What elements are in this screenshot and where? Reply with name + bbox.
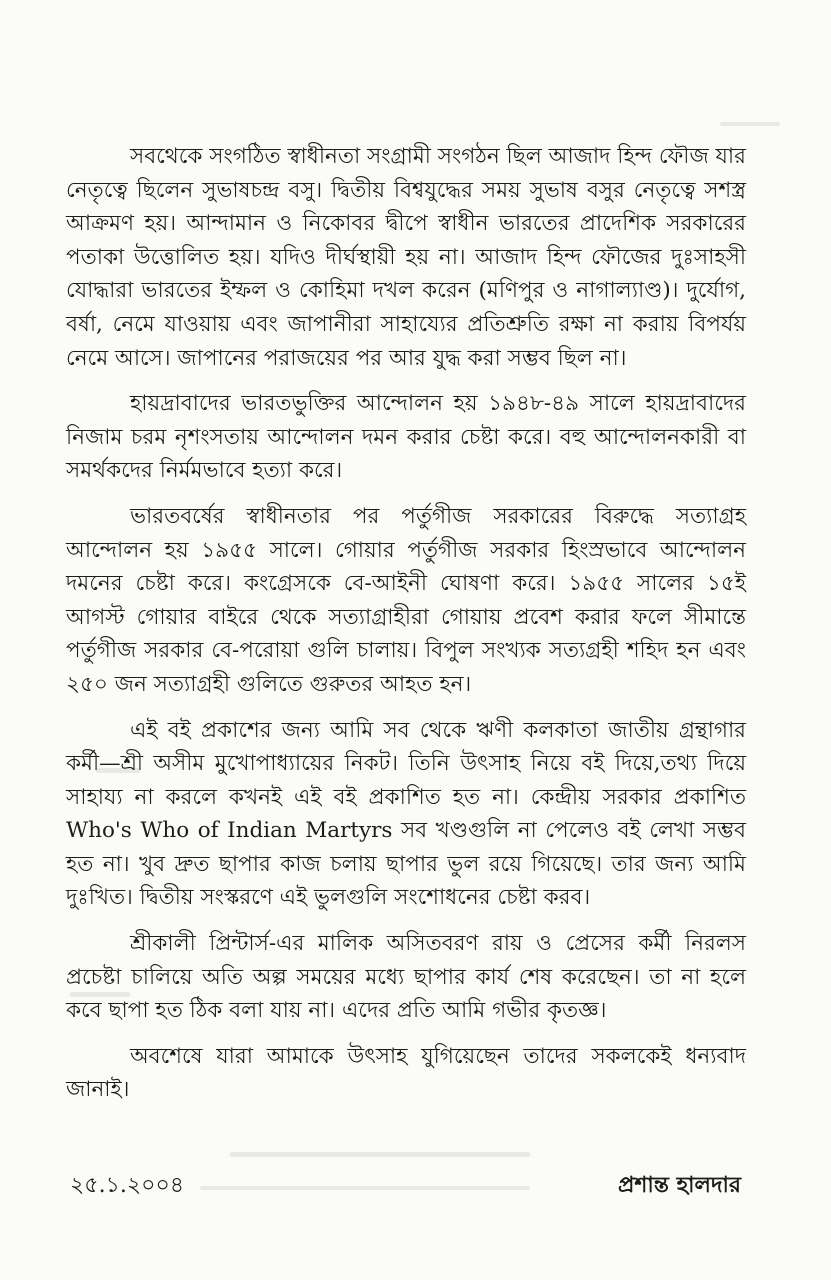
- author-name: প্রশান্ত হালদার: [617, 1172, 741, 1198]
- paragraph-final-thanks: অবশেষে যারা আমাকে উৎসাহ যুগিয়েছেন তাদের সকলকেই ধন্যবাদ জানাই।: [66, 1043, 746, 1103]
- date-text: ২৫.১.২০০৪: [70, 1173, 185, 1198]
- paragraph-azad-hind-fauj: সবথেকে সংগঠিত স্বাধীনতা সংগ্রামী সংগঠন ছিল আজাদ হিন্দ ফৌজ যার নেতৃত্বে ছিলেন সুভাষচন্দ্র বসু। দ্বিতীয় বিশ্বযুদ্ধের সময় সুভাষ বসুর নেতৃত্বে সশস্ত্র আক্রমণ হয়। আন্দামান ও নিকোবর দ্বীপে স্বাধীন ভারতের প্রাদেশিক সরকারের পতাকা উত্তোলিত হয়। যদিও দীর্ঘস্থায়ী হয় না। আজাদ হিন্দ ফৌজের দুঃসাহসী যোদ্ধারা ভারতের ইম্ফল ও কোহিমা দখল করেন (মণিপুর ও নাগাল্যাণ্ড)। দুর্যোগ, বর্ষা, নেমে যাওয়ায় এবং জাপানীরা সাহায্যের প্রতিশ্রুতি রক্ষা না করায় বিপর্যয় নেমে আসে। জাপানের পরাজয়ের পর আর যুদ্ধ করা সম্ভব ছিল না।: [66, 144, 746, 371]
- paragraph-goa-satyagraha: ভারতবর্ষের স্বাধীনতার পর পর্তুগীজ সরকারের বিরুদ্ধে সত্যাগ্রহ আন্দোলন হয় ১৯৫৫ সালে। গোয়ার পর্তুগীজ সরকার হিংস্রভাবে আন্দোলন দমনের চেষ্টা করে। কংগ্রেসকে বে-আইনী ঘোষণা করে। ১৯৫৫ সালের ১৫ই আগস্ট গোয়ার বাইরে থেকে সত্যাগ্রাহীরা গোয়ায় প্রবেশ করার ফলে সীমান্তে পর্তুগীজ সরকার বে-পরোয়া গুলি চালায়। বিপুল সংখ্যক সত্যগ্রহী শহিদ হন এবং ২৫০ জন সত্যাগ্রহী গুলিতে গুরুতর আহত হন।: [66, 503, 746, 697]
- signature-footer: [70, 1168, 741, 1205]
- paragraph-hyderabad: হায়দ্রাবাদের ভারতভুক্তির আন্দোলন হয় ১৯৪৮-৪৯ সালে হায়দ্রাবাদের নিজাম চরম নৃশংসতায় আন্দোলন দমন করার চেষ্টা করে। বহু আন্দোলনকারী বা সমর্থকদের নির্মমভাবে হত্যা করে।: [66, 391, 746, 484]
- paragraph-printers-thanks: শ্রীকালী প্রিন্টার্স-এর মালিক অসিতবরণ রায় ও প্রেসের কর্মী নিরলস প্রচেষ্টা চালিয়ে অতি অল্প সময়ের মধ্যে ছাপার কার্য শেষ করেছেন। তা না হলে কবে ছাপা হত ঠিক বলা যায় না। এদের প্রতি আমি গভীর কৃতজ্ঞ।: [66, 931, 746, 1024]
- paper-speck: [720, 122, 780, 126]
- paragraph-acknowledgement: এই বই প্রকাশের জন্য আমি সব থেকে ঋণী কলকাতা জাতীয় গ্রন্থাগার কর্মী—শ্রী অসীম মুখোপাধ্যায়ের নিকট। তিনি উৎসাহ নিয়ে বই দিয়ে,তথ্য দিয়ে সাহায্য না করলে কখনই এই বই প্রকাশিত হত না। কেন্দ্রীয় সরকার প্রকাশিত Who's Who of Indian Martyrs সব খণ্ডগুলি না পেলেও বই লেখা সম্ভব হত না। খুব দ্রুত ছাপার কাজ চলায় ছাপার ভুল রয়ে গিয়েছে। তার জন্য আমি দুঃখিত। দ্বিতীয় সংস্করণে এই ভুলগুলি সংশোধনের চেষ্টা করব।: [66, 717, 746, 911]
- paper-speck: [230, 1152, 530, 1157]
- preface-body: [66, 140, 746, 1119]
